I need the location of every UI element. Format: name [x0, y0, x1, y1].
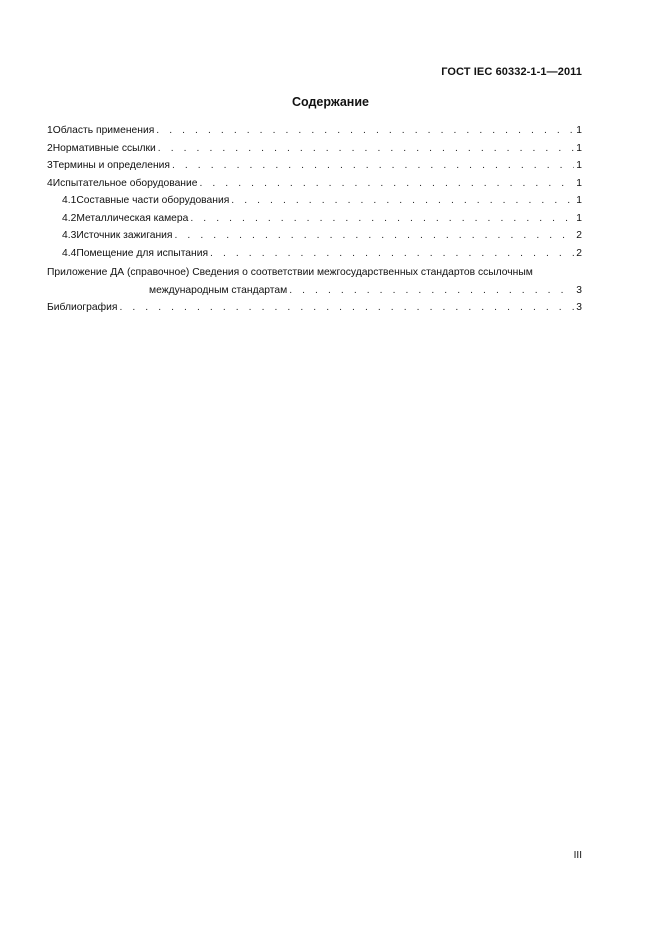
toc-entry-4[interactable] — [47, 175, 582, 193]
dot-leader — [119, 299, 574, 317]
toc-entry-label: Нормативные ссылки — [52, 142, 156, 154]
dot-leader — [172, 157, 574, 175]
toc-entry-page: 1 — [576, 212, 582, 224]
toc-entry-page: 3 — [576, 302, 582, 313]
dot-leader — [289, 282, 574, 300]
toc-entry-annex-line2[interactable] — [47, 282, 582, 300]
toc-entry-annex-line1[interactable] — [47, 264, 582, 282]
toc-entry-label: Помещение для испытания — [76, 247, 209, 259]
toc-entry-1[interactable] — [47, 122, 582, 140]
page-number: III — [573, 850, 582, 861]
toc-entry-page: 1 — [576, 195, 582, 206]
toc-entry-number: 4.2 — [62, 212, 77, 224]
toc-entry-page: 1 — [576, 160, 582, 171]
toc-entry-bibliography[interactable] — [47, 299, 582, 317]
toc-entry-label: Составные части оборудования — [76, 195, 230, 206]
toc-entry-page: 2 — [576, 230, 582, 241]
toc-entry-4-2[interactable] — [47, 210, 582, 228]
toc-entry-number: 4.1 — [62, 195, 77, 206]
toc-bibliography-label: Библиография — [47, 302, 118, 313]
toc-entry-number: 3 — [47, 160, 53, 171]
toc-title: Содержание — [291, 95, 369, 109]
toc-entry-number: 4.4 — [62, 247, 77, 259]
dot-leader — [158, 140, 574, 158]
toc-entry-number: 4 — [47, 177, 53, 189]
toc-entry-3[interactable] — [47, 157, 582, 175]
toc-entry-page: 1 — [576, 177, 582, 189]
toc-annex-label: Приложение ДА (справочное) Сведения о соответствии межгосударственных стандартов ссылочным — [47, 267, 533, 278]
toc-entry-4-4[interactable] — [47, 245, 582, 263]
dot-leader — [190, 210, 574, 228]
toc-entry-number: 2 — [47, 142, 53, 154]
toc-entry-4-1[interactable] — [47, 192, 582, 210]
toc-entry-page: 1 — [576, 142, 582, 154]
dot-leader — [231, 192, 574, 210]
toc-entry-page: 3 — [576, 284, 582, 296]
toc-entry-number: 1 — [47, 125, 53, 136]
toc-entry-label: Металлическая камера — [76, 212, 189, 224]
toc-annex-label-continued: международным стандартам — [149, 284, 288, 296]
toc-entry-label: Источник зажигания — [76, 230, 173, 241]
dot-leader — [210, 245, 574, 263]
dot-leader — [156, 122, 574, 140]
table-of-contents — [47, 122, 582, 317]
toc-entry-page: 1 — [576, 125, 582, 136]
toc-entry-label: Термины и определения — [52, 160, 170, 171]
toc-entry-page: 2 — [576, 247, 582, 259]
toc-entry-4-3[interactable] — [47, 227, 582, 245]
document-code: ГОСТ IEC 60332-1-1—2011 — [441, 66, 582, 78]
dot-leader — [199, 175, 574, 193]
toc-entry-number: 4.3 — [62, 230, 77, 241]
toc-entry-2[interactable] — [47, 140, 582, 158]
toc-entry-label: Область применения — [52, 125, 155, 136]
toc-entry-label: Испытательное оборудование — [52, 177, 198, 189]
dot-leader — [175, 227, 575, 245]
